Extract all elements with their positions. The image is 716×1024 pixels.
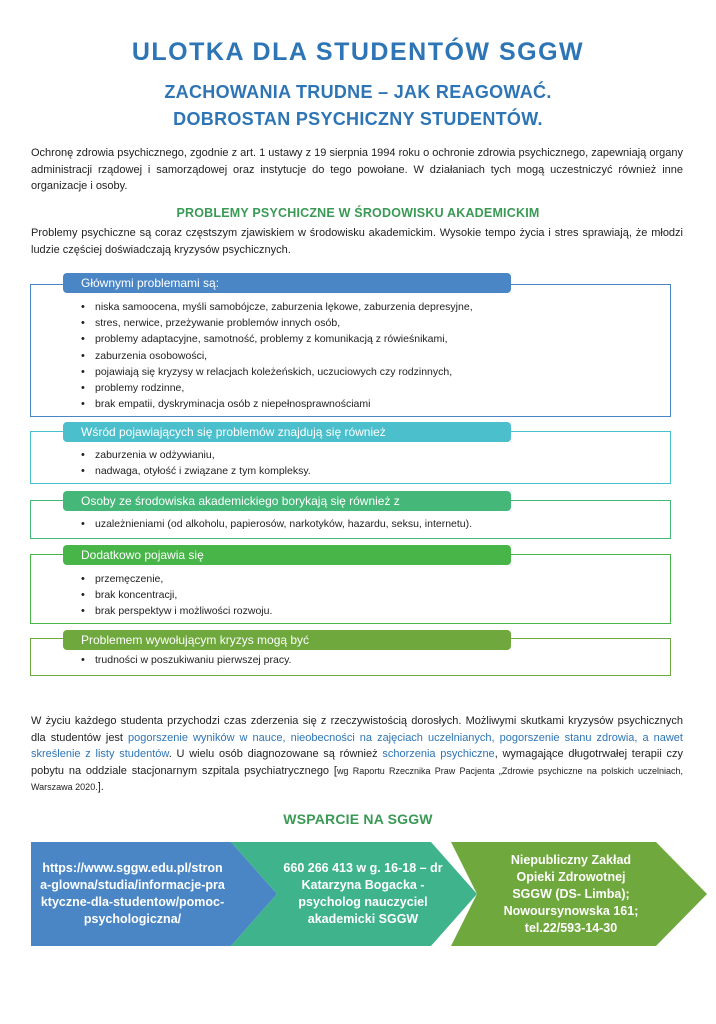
list-item: • pojawiają się kryzysy w relacjach koleżeńskich, uczuciowych czy rodzinnych, (95, 364, 670, 380)
addictions-heading: Osoby ze środowiska akademickiego borykają się również z (63, 491, 511, 511)
paragraph-text: W życiu każdego studenta przychodzi czas zderzenia się z rzeczywistością dorosłych. Możliwymi skutkami kryzysów psychicznych dla studentów jest (31, 715, 683, 744)
page-title: ULOTKA DLA STUDENTÓW SGGW (131, 38, 585, 66)
list-item: • przemęczenie, (95, 571, 670, 587)
support-clinic-text: Niepubliczny Zakład Opieki Zdrowotnej SGGW (DS- Limba); Nowoursynowska 161; tel.22/593-14-30 (503, 852, 639, 935)
list-item: • brak perspektyw i możliwości rozwoju. (95, 603, 670, 619)
list-item: • problemy adaptacyjne, samotność, problemy z komunikacją z rówieśnikami, (95, 331, 670, 347)
support-link-text[interactable]: https://www.sggw.edu.pl/strona-glowna/studia/informacje-praktyczne-dla-studentow/pomoc-psychologiczna/ (40, 861, 225, 926)
list-item: • brak empatii, dyskryminacja osób z niepełnosprawnościami (95, 396, 670, 412)
crisis-heading: Problemem wywołującym kryzys mogą być (63, 630, 511, 650)
consequences-paragraph (31, 713, 683, 796)
citation: wg Raportu Rzecznika Praw Pacjenta „Zdrowie psychiczne na polskich uczelniach, Warszawa 2020. (31, 765, 683, 792)
list-item: • uzależnieniami (od alkoholu, papierosów, narkotyków, hazardu, seksu, internetu). (95, 516, 670, 532)
list-item: • problemy rodzinne, (95, 380, 670, 396)
paragraph-text: ]. (97, 781, 104, 793)
main-problems-box (30, 284, 671, 417)
problems-paragraph: Problemy psychiczne są coraz częstszym zjawiskiem w środowisku akademickim. Wysokie tempo życia i stres sprawiają, że młodzi ludzie częściej doświadczają kryzysów psychicznych. (31, 227, 683, 256)
subtitle-line-1: ZACHOWANIA TRUDNE – JAK REAGOWAĆ. (164, 82, 552, 102)
highlight-consequences: pogorszenie wyników w nauce, nieobecności na zajęciach uczelnianych, pogorszenie stanu zdrowia, a nawet skreślenie z listy studentów (31, 731, 683, 760)
list-item: • stres, nerwice, przeżywanie problemów innych osób, (95, 315, 670, 331)
problems-heading: PROBLEMY PSYCHICZNE W ŚRODOWISKU AKADEMICKIM (176, 206, 540, 220)
main-problems-heading: Głównymi problemami są: (63, 273, 511, 293)
highlight-disorders: schorzenia psychiczne (382, 748, 495, 760)
intro-paragraph: Ochronę zdrowia psychicznego, zgodnie z art. 1 ustawy z 19 sierpnia 1994 roku o ochronie zdrowia psychicznego, zapewniają organy administracji rządowej i samorządowej oraz instytucje do tego powołane. W działaniach tych mogą uczestniczyć również inne organizacje i osoby. (31, 147, 683, 192)
list-item: • brak koncentracji, (95, 587, 670, 603)
list-item: • zaburzenia osobowości, (95, 348, 670, 364)
additional-heading: Dodatkowo pojawia się (63, 545, 511, 565)
list-item: • trudności w poszukiwaniu pierwszej pracy. (95, 652, 670, 668)
list-item: • niska samoocena, myśli samobójcze, zaburzenia lękowe, zaburzenia depresyjne, (95, 299, 670, 315)
support-heading: WSPARCIE NA SGGW (283, 811, 433, 827)
other-problems-heading: Wśród pojawiających się problemów znajdują się również (63, 422, 511, 442)
list-item: • zaburzenia w odżywianiu, (95, 447, 670, 463)
paragraph-text: . U wielu osób diagnozowane są również (168, 748, 383, 760)
support-psychologist-text: 660 266 413 w g. 16-18 – dr Katarzyna Bogacka - psycholog nauczyciel akademicki SGGW (283, 861, 443, 926)
subtitle-line-2: DOBROSTAN PSYCHICZNY STUDENTÓW. (173, 109, 543, 129)
list-item: • nadwaga, otyłość i związane z tym kompleksy. (95, 463, 670, 479)
paragraph-text: , wymagające długotrwałej terapii czy pobytu na oddziale stacjonarnym szpitala psychiatrycznego [ (31, 748, 684, 777)
